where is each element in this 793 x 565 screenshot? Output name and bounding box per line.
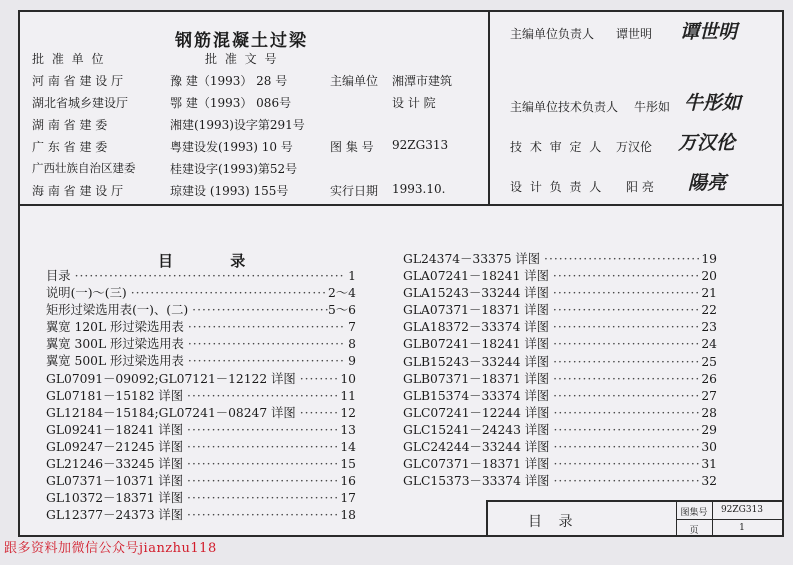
header-divider — [488, 12, 490, 204]
editor-unit-value-cont: 设 计 院 — [392, 96, 436, 110]
toc-entry: GL07181－15182 详图 ····· 11 — [46, 388, 356, 405]
toc-entry: GL09241－18241 详图 ····· 13 — [46, 422, 356, 439]
toc-entry: GLC07371－18371 详图 ····· 31 — [403, 456, 717, 473]
approval-unit: 广西壮族自治区建委 — [32, 161, 136, 175]
toc-entry: GLA18372－33374 详图 ····· 23 — [403, 319, 717, 336]
responsible-role: 主编单位技术负责人 — [510, 100, 619, 114]
effective-date-label: 实行日期 — [330, 184, 379, 198]
approval-unit: 湖 南 省 建 委 — [32, 118, 108, 132]
toc-entry: GL07091－09092;GL07121－12122 详图 ····· 10 — [46, 371, 356, 388]
responsible-name: 万汉伦 — [616, 140, 653, 154]
drawing-sheet — [18, 10, 784, 537]
toc-entry: GL10372－18371 详图 ····· 17 — [46, 490, 356, 507]
approval-doc-number: 鄂 建（1993） 086号 — [170, 96, 292, 110]
atlas-number-label: 图 集 号 — [330, 140, 374, 154]
handwritten-signature: 万汉伦 — [678, 132, 736, 154]
toc-entry: GLA07241－18241 详图 ····· 20 — [403, 268, 717, 285]
approval-unit: 河 南 省 建 设 厅 — [32, 74, 124, 88]
toc-left-column — [46, 268, 356, 524]
toc-entry: 翼宽 120L 形过梁选用表 ····· 7 — [46, 319, 356, 336]
responsible-role: 设 计 负 责 人 — [510, 180, 604, 194]
approval-header — [20, 12, 782, 206]
approval-unit-heading: 批 准 单 位 — [32, 52, 106, 66]
approval-doc-number: 豫 建（1993） 28 号 — [170, 74, 288, 88]
atlas-number-value: 92ZG313 — [392, 138, 449, 152]
title-block — [486, 500, 784, 537]
toc-entry: GL24374－33375 详图 ····· 19 — [403, 251, 717, 268]
toc-entry: GL12184－15184;GL07241－08247 详图 ····· 12 — [46, 405, 356, 422]
toc-entry: GL21246－33245 详图 ····· 15 — [46, 456, 356, 473]
approval-unit: 湖北省城乡建设厅 — [32, 96, 129, 110]
approval-doc-number: 湘建(1993)设字第291号 — [170, 118, 305, 132]
approval-doc-number: 琼建设 (1993) 155号 — [170, 184, 289, 198]
toc-entry: GLA07371－18371 详图 ····· 22 — [403, 302, 717, 319]
editor-unit-label: 主编单位 — [330, 74, 379, 88]
approval-doc-number: 桂建设字(1993)第52号 — [170, 162, 298, 176]
toc-entry: GLC15241－24243 详图 ····· 29 — [403, 422, 717, 439]
responsible-name: 阳 亮 — [626, 180, 654, 194]
title-block-atlas-label: 图集号 — [680, 508, 708, 518]
toc-entry: 翼宽 500L 形过梁选用表 ····· 9 — [46, 353, 356, 370]
toc-right-column — [403, 251, 717, 490]
toc-entry: GLB07241－18241 详图 ····· 24 — [403, 336, 717, 353]
editor-unit-value: 湘潭市建筑 — [392, 74, 453, 88]
toc-entry: GLC07241－12244 详图 ····· 28 — [403, 405, 717, 422]
toc-entry: GLB15374－33374 详图 ····· 27 — [403, 388, 717, 405]
approval-doc-number: 粤建设发(1993) 10 号 — [170, 140, 293, 154]
toc-title: 目 录 — [158, 252, 272, 270]
toc-entry: 翼宽 300L 形过梁选用表 ····· 8 — [46, 336, 356, 353]
responsible-role: 主编单位负责人 — [510, 27, 595, 41]
effective-date-value: 1993.10. — [392, 182, 446, 196]
approval-unit: 广 东 省 建 委 — [32, 140, 108, 154]
responsible-role: 技 术 审 定 人 — [510, 140, 604, 154]
title-block-page-value: 1 — [739, 523, 745, 533]
handwritten-signature: 陽亮 — [688, 172, 727, 194]
toc-entry: GL07371－10371 详图 ····· 16 — [46, 473, 356, 490]
toc-entry: GLA15243－33244 详图 ····· 21 — [403, 285, 717, 302]
atlas-title: 钢筋混凝土过梁 — [175, 31, 308, 51]
toc-entry: GL09247－21245 详图 ····· 14 — [46, 439, 356, 456]
responsible-name: 谭世明 — [616, 27, 653, 41]
title-block-name: 目 录 — [528, 514, 579, 530]
toc-entry: GLC15373－33374 详图 ····· 32 — [403, 473, 717, 490]
toc-entry: 目录 ····· 1 — [46, 268, 356, 285]
handwritten-signature: 牛彤如 — [684, 92, 742, 114]
toc-entry: GLB07371－18371 详图 ····· 26 — [403, 371, 717, 388]
responsible-name: 牛彤如 — [634, 100, 671, 114]
toc-entry: 矩形过梁选用表(一)、(二) ····· 5～6 — [46, 302, 356, 319]
approval-unit: 海 南 省 建 设 厅 — [32, 184, 124, 198]
handwritten-signature: 谭世明 — [680, 21, 738, 43]
approval-doc-heading: 批 准 文 号 — [205, 52, 279, 66]
watermark-text: 跟多资料加微信公众号jianzhu118 — [4, 541, 217, 556]
toc-entry: 说明(一)～(三) ····· 2～4 — [46, 285, 356, 302]
toc-entry: GL12377－24373 详图 ····· 18 — [46, 507, 356, 524]
toc-entry: GLC24244－33244 详图 ····· 30 — [403, 439, 717, 456]
title-block-atlas-value: 92ZG313 — [720, 505, 764, 515]
title-block-page-label: 页 — [689, 526, 699, 536]
toc-entry: GLB15243－33244 详图 ····· 25 — [403, 354, 717, 371]
